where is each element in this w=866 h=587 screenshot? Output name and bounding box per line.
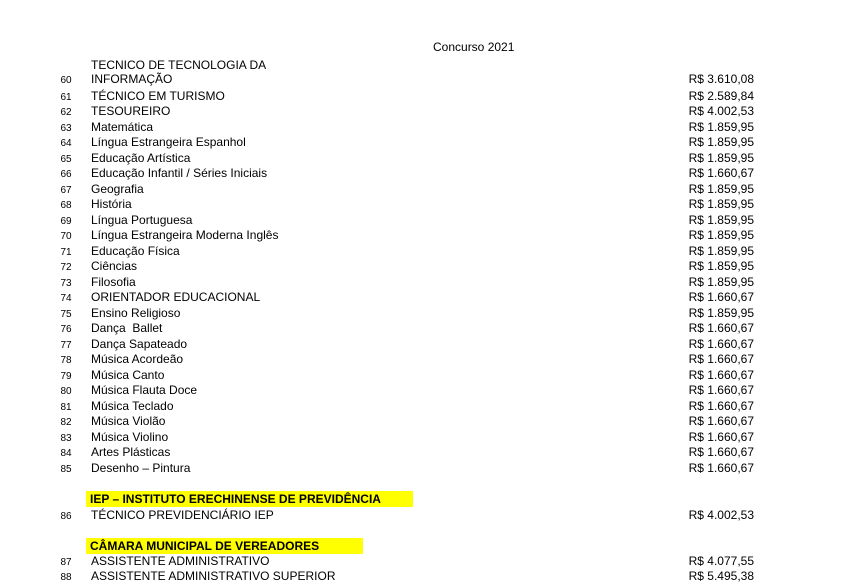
table-row: [0, 275, 866, 290]
table-row: [0, 352, 866, 367]
position-name: História: [91, 197, 132, 211]
table-row: [0, 508, 866, 523]
row-number: 81: [60, 402, 72, 413]
position-name: Matemática: [91, 120, 154, 134]
salary-value: R$ 1.859,95: [688, 151, 754, 165]
position-name: TÉCNICO PREVIDENCIÁRIO IEP: [91, 508, 274, 522]
position-name: Língua Estrangeira Moderna Inglês: [91, 228, 279, 242]
position-name: Ensino Religioso: [91, 306, 181, 320]
table-row: [0, 290, 866, 305]
salary-value: R$ 4.002,53: [688, 508, 754, 522]
row-number: 60: [60, 75, 72, 86]
salary-value: R$ 1.660,67: [688, 337, 754, 351]
position-name: Música Violão: [91, 414, 166, 428]
position-name: Artes Plásticas: [91, 445, 171, 459]
position-name: Geografia: [91, 182, 144, 196]
row-number: 75: [60, 309, 72, 320]
table-row: [0, 337, 866, 352]
table-row: [0, 430, 866, 445]
position-name: Música Acordeão: [91, 352, 184, 366]
position-name: Desenho – Pintura: [91, 461, 191, 475]
salary-value: R$ 1.660,67: [688, 461, 754, 475]
salary-value: R$ 3.610,08: [688, 72, 754, 86]
position-name: Música Canto: [91, 368, 165, 382]
salary-value: R$ 1.859,95: [688, 197, 754, 211]
position-name: Música Teclado: [91, 399, 174, 413]
table-row: [0, 244, 866, 259]
table-row: [0, 104, 866, 119]
table-row: [0, 306, 866, 321]
position-name: TÉCNICO EM TURISMO: [91, 89, 225, 103]
row-number: 74: [60, 293, 72, 304]
row-number: 84: [60, 448, 72, 459]
row-number: 62: [60, 107, 72, 118]
position-name-line1: TECNICO DE TECNOLOGIA DA: [91, 58, 267, 72]
salary-value: R$ 1.660,67: [688, 383, 754, 397]
salary-value: R$ 4.002,53: [688, 104, 754, 118]
salary-value: R$ 1.660,67: [688, 352, 754, 366]
salary-value: R$ 1.859,95: [688, 213, 754, 227]
table-row: [0, 151, 866, 166]
position-name: Dança Sapateado: [91, 337, 188, 351]
position-name: Educação Artística: [91, 151, 191, 165]
salary-value: R$ 1.660,67: [688, 321, 754, 335]
table-row: [0, 259, 866, 274]
row-number: 68: [60, 200, 72, 211]
table-row: [0, 383, 866, 398]
row-number: 64: [60, 138, 72, 149]
position-name: Filosofia: [91, 275, 136, 289]
salary-value: R$ 1.859,95: [688, 135, 754, 149]
salary-value: R$ 2.589,84: [688, 89, 754, 103]
row-number: 63: [60, 123, 72, 134]
table-row: [0, 72, 866, 87]
salary-value: R$ 1.660,67: [688, 368, 754, 382]
row-number: 82: [60, 417, 72, 428]
position-name: Língua Estrangeira Espanhol: [91, 135, 246, 149]
row-number: 87: [60, 557, 72, 568]
salary-value: R$ 1.859,95: [688, 306, 754, 320]
row-number: 83: [60, 433, 72, 444]
position-name: ORIENTADOR EDUCACIONAL: [91, 290, 261, 304]
position-name: Música Violino: [91, 430, 169, 444]
table-row: [0, 213, 866, 228]
table-row: [0, 89, 866, 104]
position-name: Música Flauta Doce: [91, 383, 198, 397]
row-number: 85: [60, 464, 72, 475]
row-number: 61: [60, 92, 72, 103]
row-number: 77: [60, 340, 72, 351]
table-row: [0, 368, 866, 383]
table-row: [0, 120, 866, 135]
salary-value: R$ 4.077,55: [688, 554, 754, 568]
salary-value: R$ 1.660,67: [688, 414, 754, 428]
row-number: 86: [60, 511, 72, 522]
position-name: Ciências: [91, 259, 138, 273]
salary-value: R$ 1.660,67: [688, 166, 754, 180]
salary-value: R$ 1.859,95: [688, 259, 754, 273]
position-name: ASSISTENTE ADMINISTRATIVO SUPERIOR: [91, 569, 336, 583]
salary-value: R$ 1.660,67: [688, 290, 754, 304]
row-number: 78: [60, 355, 72, 366]
position-name-line2: INFORMAÇÃO: [91, 72, 173, 86]
row-number: 73: [60, 278, 72, 289]
salary-value: R$ 5.495,38: [688, 569, 754, 583]
salary-value: R$ 1.660,67: [688, 399, 754, 413]
row-number: 79: [60, 371, 72, 382]
row-number: 65: [60, 154, 72, 165]
position-name: Educação Física: [91, 244, 180, 258]
row-number: 76: [60, 324, 72, 335]
salary-value: R$ 1.859,95: [688, 244, 754, 258]
table-row: [0, 414, 866, 429]
salary-value: R$ 1.660,67: [688, 445, 754, 459]
row-number: 72: [60, 262, 72, 273]
table-row: [0, 228, 866, 243]
salary-value: R$ 1.660,67: [688, 430, 754, 444]
position-name: TESOUREIRO: [91, 104, 171, 118]
salary-value: R$ 1.859,95: [688, 275, 754, 289]
table-row: [0, 166, 866, 181]
table-row: [0, 445, 866, 460]
table-row: [0, 135, 866, 150]
row-number: 66: [60, 169, 72, 180]
table-row: [0, 321, 866, 336]
salary-value: R$ 1.859,95: [688, 120, 754, 134]
row-number: 80: [60, 386, 72, 397]
table-row: [0, 461, 866, 476]
row-number: 70: [60, 231, 72, 242]
table-row: [0, 182, 866, 197]
table-row: [0, 554, 866, 569]
table-row: [0, 197, 866, 212]
section-header-iep: IEP – INSTITUTO ERECHINENSE DE PREVIDÊNCIA: [86, 491, 413, 507]
section-header-camara: CÂMARA MUNICIPAL DE VEREADORES: [86, 538, 363, 554]
salary-value: R$ 1.859,95: [688, 182, 754, 196]
row-number: 67: [60, 185, 72, 196]
document-header: Concurso 2021: [433, 40, 515, 54]
row-number: 71: [60, 247, 72, 258]
table-row: [0, 399, 866, 414]
position-name: Língua Portuguesa: [91, 213, 193, 227]
position-name: Educação Infantil / Séries Iniciais: [91, 166, 268, 180]
table-row: [0, 569, 866, 584]
position-name: ASSISTENTE ADMINISTRATIVO: [91, 554, 270, 568]
row-number: 88: [60, 572, 72, 583]
position-name: Dança Ballet: [91, 321, 163, 335]
salary-value: R$ 1.859,95: [688, 228, 754, 242]
row-number: 69: [60, 216, 72, 227]
